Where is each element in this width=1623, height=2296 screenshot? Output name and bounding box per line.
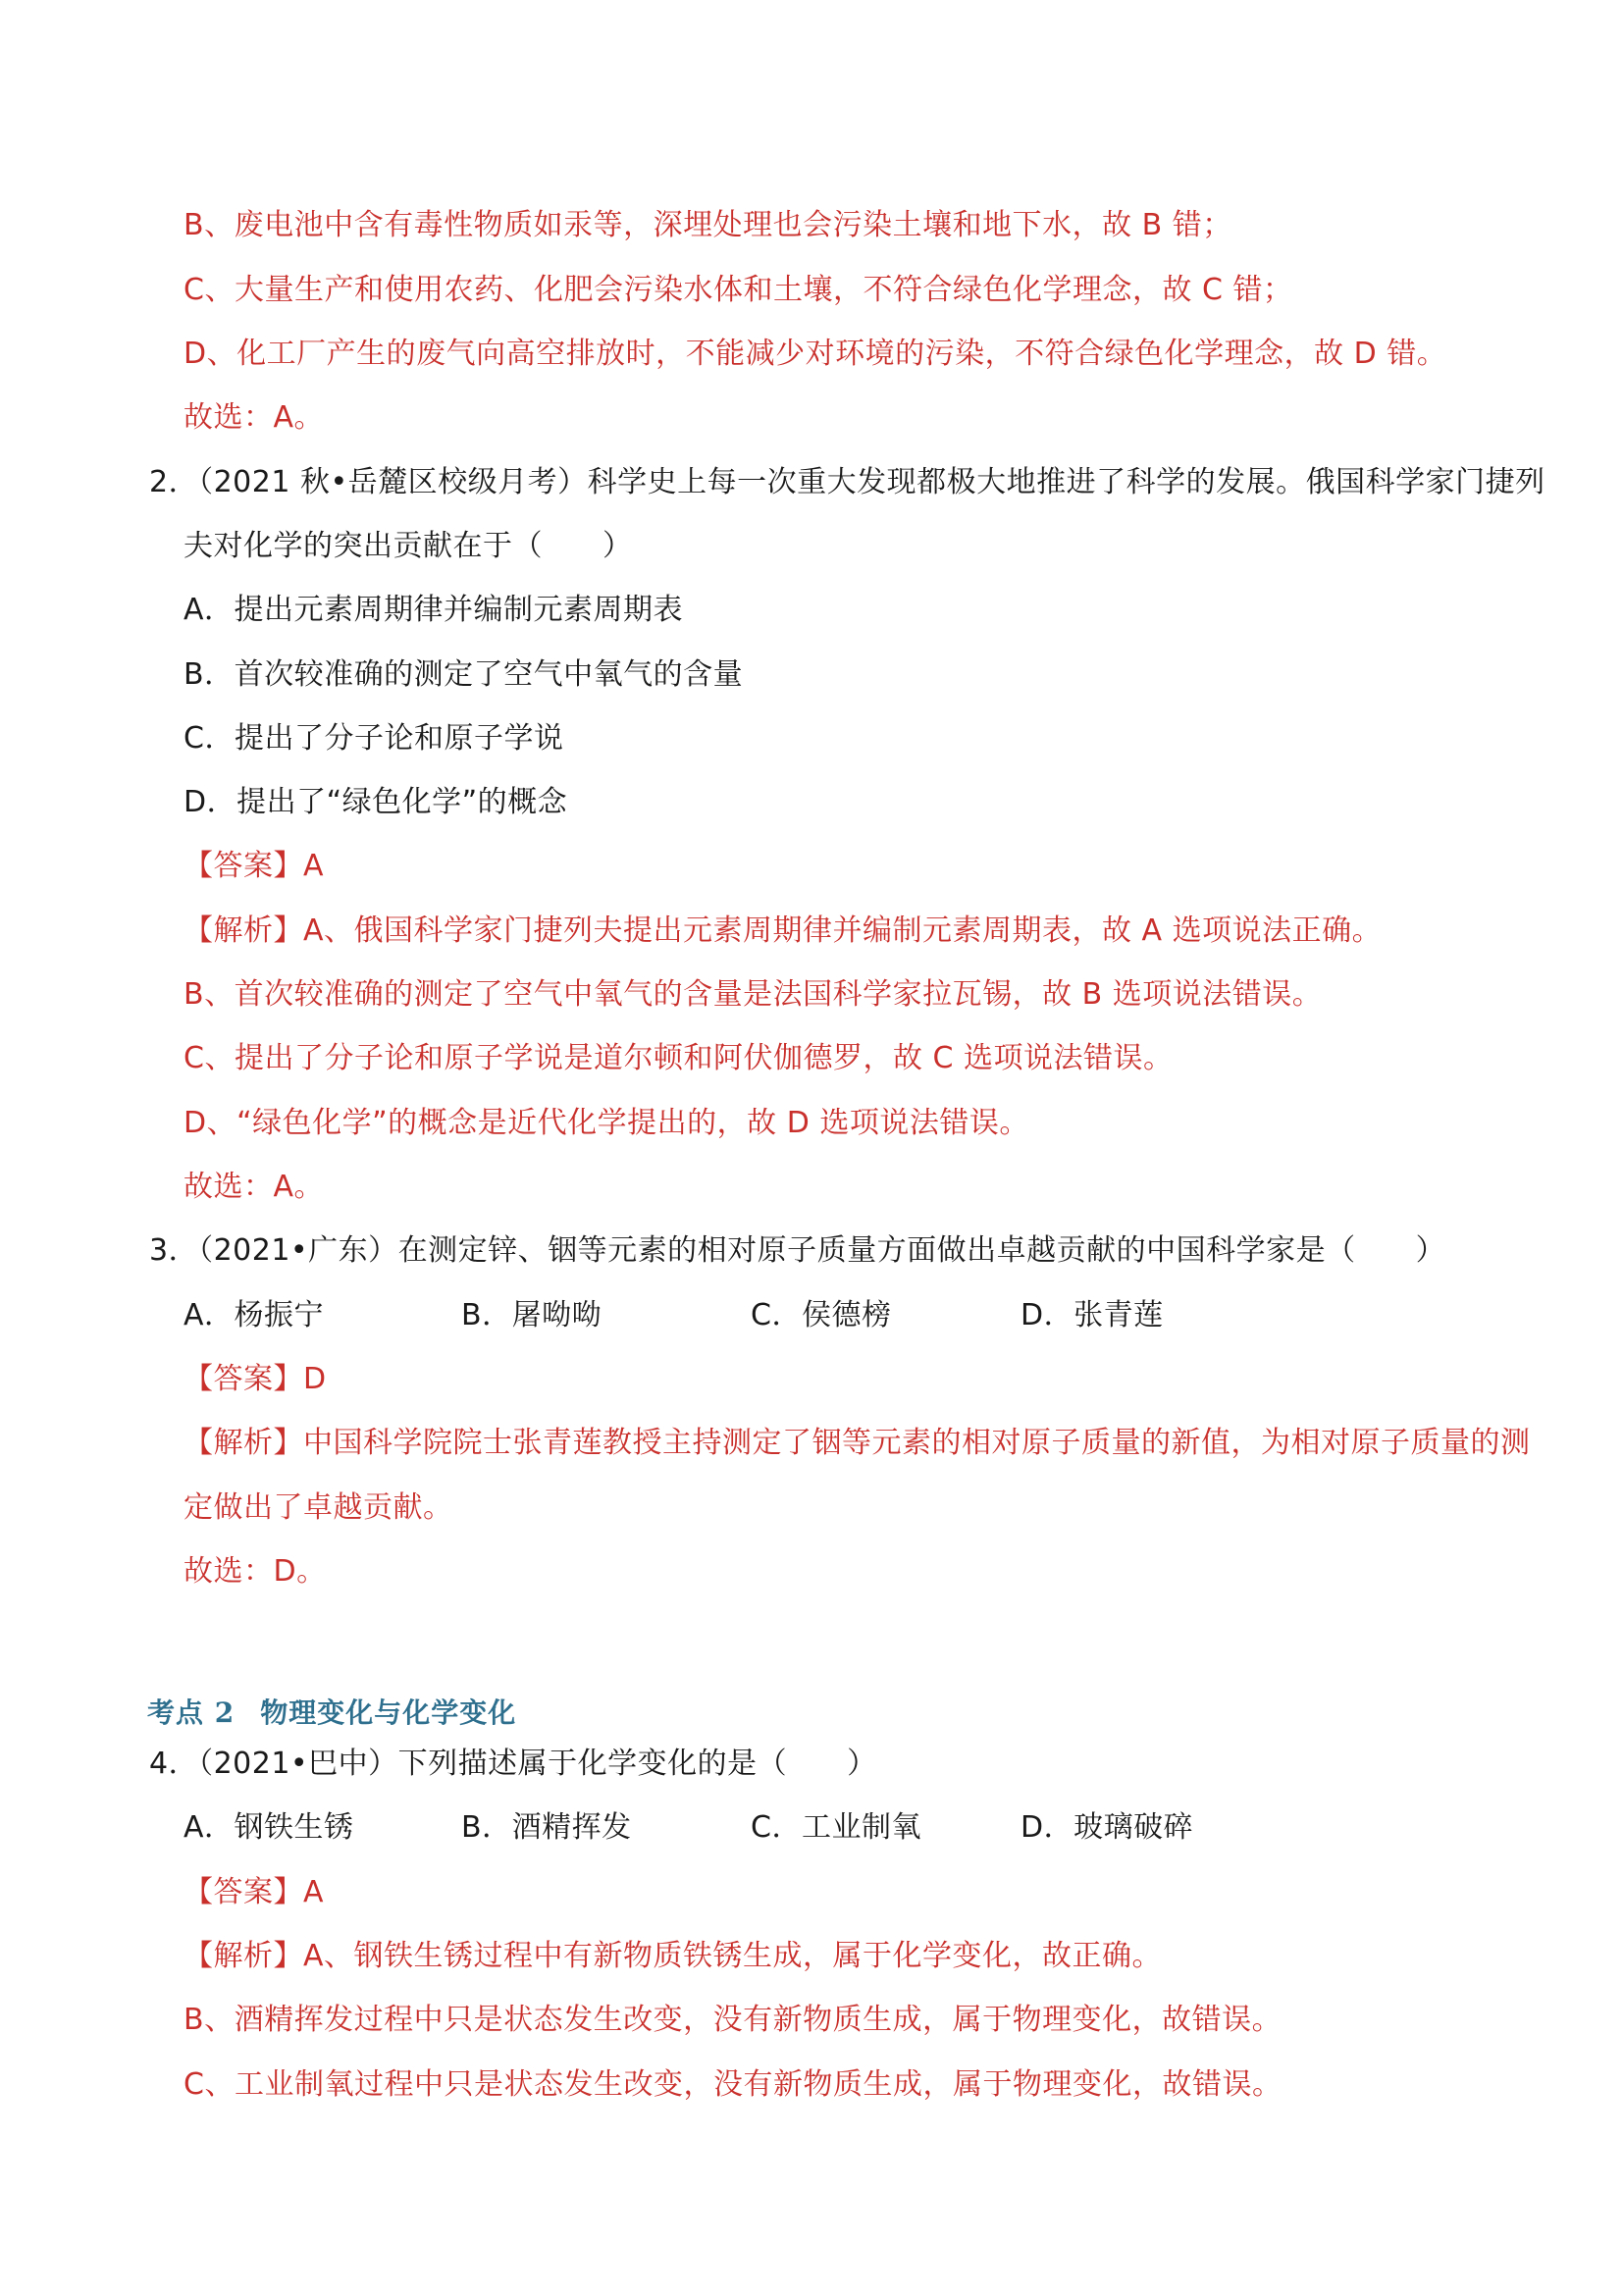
q3-stem: 3．（2021•广东）在测定锌、铟等元素的相对原子质量方面做出卓越贡献的中国科学家是（ ） — [149, 1233, 1446, 1268]
q4-stem: 4．（2021•巴中）下列描述属于化学变化的是（ ） — [149, 1747, 877, 1781]
q4-option-b: B．酒精挥发 — [461, 1810, 632, 1845]
q2-stem-line-2: 夫对化学的突出贡献在于（ ） — [183, 529, 633, 563]
q1-analysis-line-d: D、化工厂产生的废气向高空排放时，不能减少对环境的污染，不符合绿色化学理念，故 D 错。 — [183, 337, 1447, 371]
q4-analysis-line-3: C、工业制氧过程中只是状态发生改变，没有新物质生成，属于物理变化，故错误。 — [183, 2067, 1283, 2102]
q2-analysis-line-3: C、提出了分子论和原子学说是道尔顿和阿伏伽德罗，故 C 选项说法错误。 — [183, 1041, 1174, 1075]
q2-answer: 【答案】A — [183, 849, 325, 883]
q3-analysis-line-1: 【解析】中国科学院院士张青莲教授主持测定了铟等元素的相对原子质量的新值，为相对原子质量的测 — [183, 1426, 1531, 1460]
q4-answer: 【答案】A — [183, 1875, 325, 1909]
q4-analysis-line-2: B、酒精挥发过程中只是状态发生改变，没有新物质生成，属于物理变化，故错误。 — [183, 2003, 1283, 2037]
q1-analysis-line-c: C、大量生产和使用农药、化肥会污染水体和土壤，不符合绿色化学理念，故 C 错； — [183, 273, 1293, 307]
section-label: 考点 2 — [147, 1696, 236, 1729]
q3-analysis-line-2: 定做出了卓越贡献。 — [183, 1490, 453, 1525]
q2-analysis-line-1: 【解析】A、俄国科学家门捷列夫提出元素周期律并编制元素周期表，故 A 选项说法正确。 — [183, 913, 1383, 948]
q4-option-a: A．钢铁生锈 — [183, 1810, 354, 1845]
q2-option-c: C．提出了分子论和原子学说 — [183, 721, 564, 756]
q2-option-a: A．提出元素周期律并编制元素周期表 — [183, 593, 684, 627]
q4-option-c: C．工业制氧 — [751, 1810, 921, 1845]
q3-choice: 故选：D。 — [183, 1554, 327, 1589]
q4-analysis-line-1: 【解析】A、钢铁生锈过程中有新物质铁锈生成，属于化学变化，故正确。 — [183, 1939, 1163, 1973]
q3-option-d: D．张青莲 — [1021, 1298, 1164, 1332]
q3-option-c: C．侯德榜 — [751, 1298, 892, 1332]
q2-choice: 故选：A。 — [183, 1170, 325, 1204]
q2-analysis-line-4: D、“绿色化学”的概念是近代化学提出的，故 D 选项说法错误。 — [183, 1106, 1029, 1140]
q2-option-b: B．首次较准确的测定了空气中氧气的含量 — [183, 657, 744, 692]
q3-answer: 【答案】D — [183, 1362, 327, 1396]
q3-option-b: B．屠呦呦 — [461, 1298, 602, 1332]
q2-analysis-line-2: B、首次较准确的测定了空气中氧气的含量是法国科学家拉瓦锡，故 B 选项说法错误。 — [183, 977, 1323, 1012]
q4-option-d: D．玻璃破碎 — [1021, 1810, 1194, 1845]
q3-option-a: A．杨振宁 — [183, 1298, 325, 1332]
q2-stem-line-1: 2．（2021 秋•岳麓区校级月考）科学史上每一次重大发现都极大地推进了科学的发展。俄国科学家门捷列 — [149, 465, 1545, 499]
q1-choice: 故选：A。 — [183, 400, 325, 435]
section-title: 物理变化与化学变化 — [260, 1696, 517, 1729]
q1-analysis-line-b: B、废电池中含有毒性物质如汞等，深埋处理也会污染土壤和地下水，故 B 错； — [183, 208, 1232, 242]
section-heading — [147, 1695, 516, 1732]
q2-option-d: D．提出了“绿色化学”的概念 — [183, 785, 568, 819]
